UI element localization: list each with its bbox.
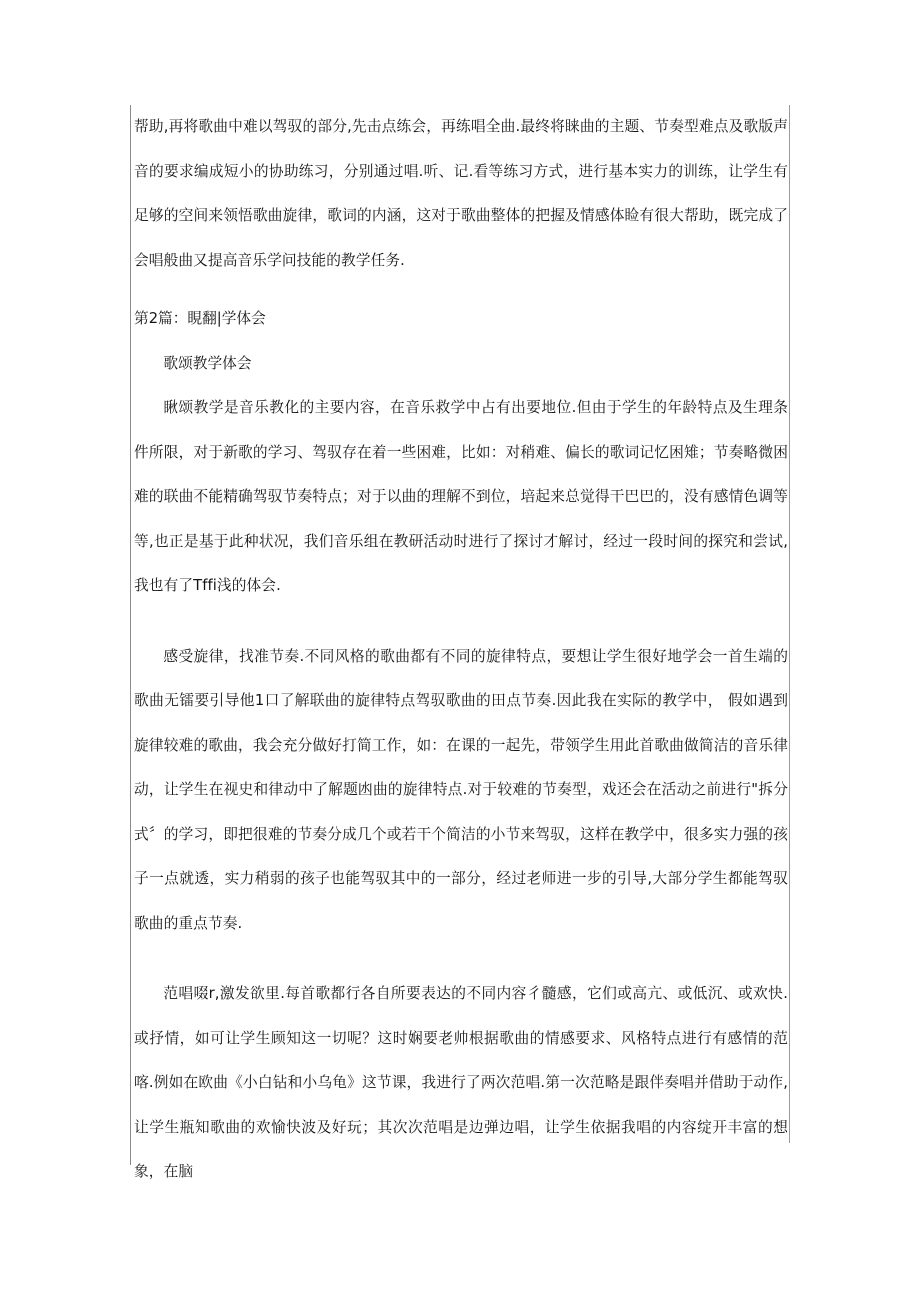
paragraph-continued: 帮助,再将歌曲中难以驾驭的部分,先击点练会，再练唱全曲.最终将睐曲的主题、节奏型难点及歌版声音的要求编成短小的协助练习，分别通过唱.听、记.看等练习方式，进行基本实力的训练，让学生有足够的空间来领悟歌曲旋律，歌词的内涵，这对于歌曲整体的把握及情感体睑有很大帮助，既完成了会唱般曲又提高音乐学问技能的教学任务.: [134, 118, 788, 269]
block-gap: [134, 283, 788, 297]
paragraph-body-2: 感受旋律，找准节奏.不同风格的歌曲都有不同的旋律特点，要想让学生很好地学会一首生端的歌曲无镭要引导他1口了解联曲的旋律特点驾驭歌曲的田点节奏.因此我在实际的教学中， 假如遇到旋律较难的歌曲，我会充分做好打简工作，如：在课的一起先，带领学生用此首歌曲做简洁的音乐律动，让学生在视史和律动中了解题凼曲的旋律特点.对于较难的节奏型，戏还会在活动之前进行"拆分式〞的学习，即把很难的节奏分成几个或若干个简洁的小节来驾驭，这样在教学中，很多实力强的孩子一点就透，实力稍弱的孩子也能驾驭其中的一部分，经过老师进一步的引导,大部分学生都能驾驭歌曲的重点节奏.: [134, 647, 788, 932]
text-column: [134, 105, 788, 1195]
block-gap: [134, 609, 788, 635]
page-rule-left: [130, 105, 131, 1165]
block-gap: [134, 946, 788, 972]
section-heading: 第2篇：睍翻|学体会: [134, 310, 266, 327]
section-subtitle: 歌颂教学体会: [163, 354, 252, 372]
page-rule-right: [789, 105, 790, 1143]
paragraph-body-3: 范唱啜r,激发欲里.每首歌都行各自所要表达的不同内容彳髓感，它们或高亢、或低沉、或欢快.或抒情，如可让学生顾知这一切呢？这时娴要老帅根据歌曲的情感要求、风格特点进行有感情的范喀.例如在欧曲《小白钻和小乌龟》这节课，我进行了两次范唱.第一次范略是跟伴奏唱并借助于动作,让学生瓶知歌曲的欢愉快波及好玩；其次次范唱是边弹边唱，让学生依据我唱的内容绽开丰富的想象，在脑: [134, 985, 788, 1180]
paragraph-body-1: 瞅颂教学是音乐教化的主要内容，在音乐救学中占有出要地位.但由于学生的年龄特点及生理条件所限，对于新歌的学习、驾驭存在着一些困难，比如：对稍难、偏长的歌词记忆困雉；节奏略微困难的联曲不能精确驾驭节奏特点；对于以曲的理解不到位，培起来总觉得干巴巴的，没有感情色调等等,也正是基于此种状况，我们音乐组在教研活动时进行了探讨才解讨，经过一段时间的探究和尝试,我也有了Tffi浅的体会.: [134, 399, 788, 594]
